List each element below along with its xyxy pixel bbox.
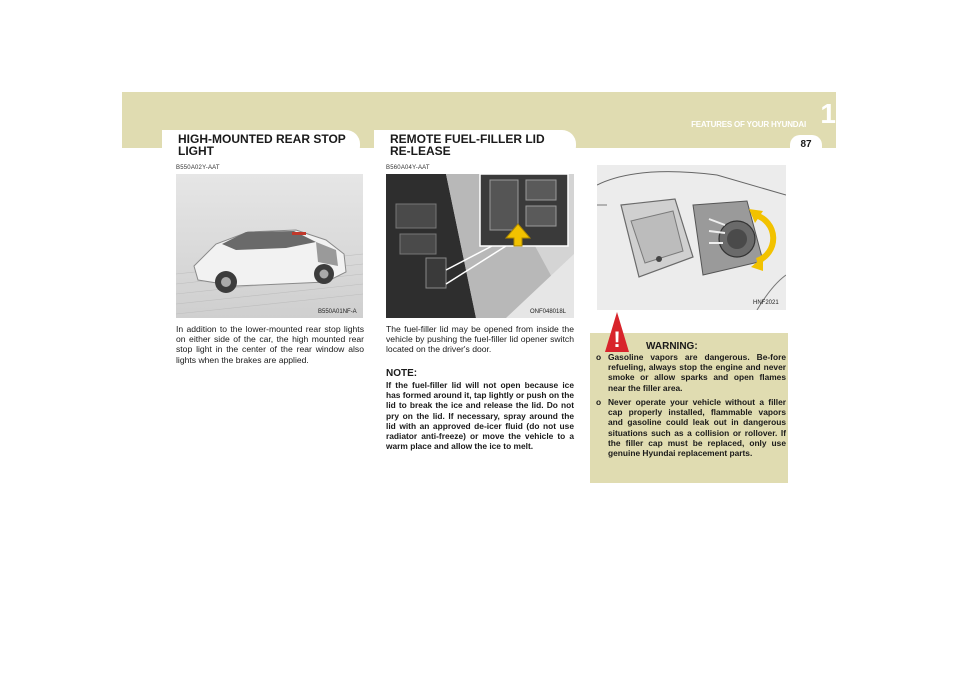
section-body: In addition to the lower-mounted rear stop lights on either side of the car, the high mounted rear stop light in the center of the rear window also lights when the brakes are applied. <box>176 324 364 365</box>
section-code: B560A04Y-AAT <box>386 165 430 171</box>
note-text: If the fuel-filler lid will not open because ice has formed around it, tap lightly or push on the lid to break the ice and release the lid. Do not pry on the lid. If necessary, spray around the lid with an approved de-icer fluid (do not use radiator anti-freeze) or move the vehicle to a warm place and allow the ice to melt. <box>386 380 574 452</box>
section-title: HIGH-MOUNTED REAR STOP LIGHT <box>178 132 346 158</box>
fuel-cap-icon <box>597 165 786 310</box>
section-title-tab <box>374 130 576 160</box>
chapter-number: 1 <box>820 98 836 129</box>
section-title-tab <box>162 130 360 160</box>
section-body: The fuel-filler lid may be opened from inside the vehicle by pushing the fuel-filler lid opener switch located on the driver's door. <box>386 324 574 355</box>
section-code: B550A02Y-AAT <box>176 165 220 171</box>
door-switch-illustration <box>386 174 574 318</box>
warning-heading: WARNING: <box>646 341 698 352</box>
warning-item <box>596 352 786 393</box>
chapter-title: FEATURES OF YOUR HYUNDAI <box>691 120 806 129</box>
section-title: REMOTE FUEL-FILLER LID RE-LEASE <box>390 132 545 158</box>
svg-text:!: ! <box>613 327 621 352</box>
warning-item <box>596 397 786 458</box>
warning-item-text: Never operate your vehicle without a filler cap properly installed, flammable vapors and gasoline could leak out in dangerous situations such as a collision or rollover. If the filler cap must be replaced, only use genuine Hyundai replacement parts. <box>608 397 786 459</box>
page-number: 87 <box>790 135 822 157</box>
door-panel-icon <box>386 174 574 318</box>
bullet: o <box>596 352 602 362</box>
warning-item-text: Gasoline vapors are dangerous. Be-fore refueling, always stop the engine and never smoke or allow sparks and open flames near the filler area. <box>608 352 786 393</box>
car-icon <box>176 174 363 318</box>
car-rear-illustration <box>176 174 363 318</box>
fuel-cap-illustration <box>597 165 786 310</box>
note-heading: NOTE: <box>386 368 418 379</box>
bullet: o <box>596 397 602 407</box>
chapter-header <box>691 98 836 129</box>
figure-label: HNF2021 <box>753 300 779 306</box>
figure-label: B550A01NF-A <box>318 309 357 315</box>
figure-label: ONF048018L <box>530 309 567 315</box>
warning-icon <box>605 312 629 352</box>
